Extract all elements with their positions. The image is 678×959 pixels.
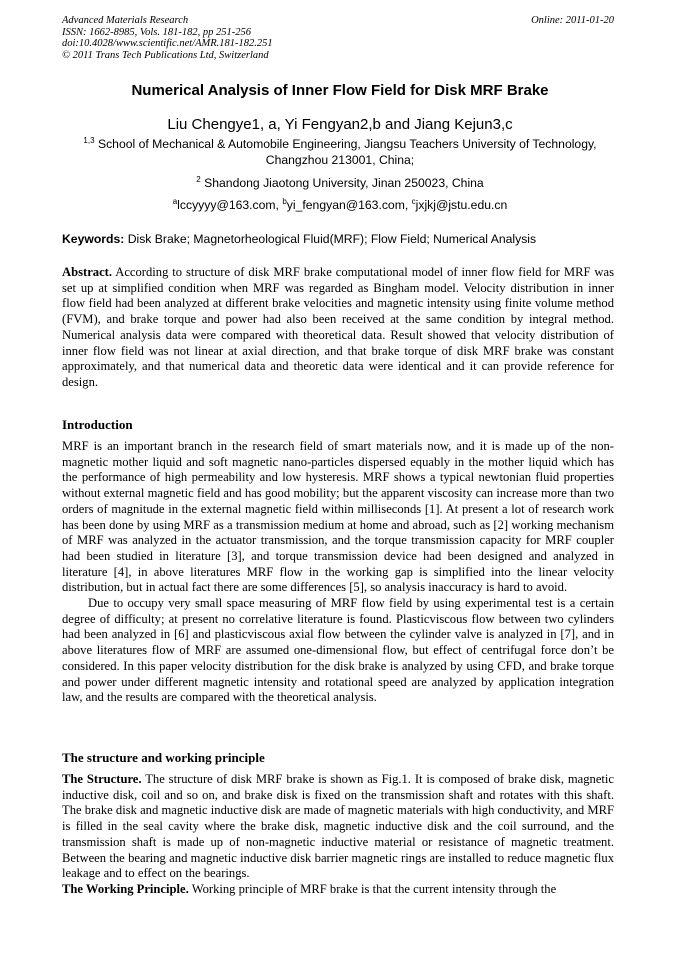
- abstract-label: Abstract.: [62, 265, 113, 279]
- affiliation-1-line2: Changzhou 213001, China;: [265, 153, 415, 167]
- introduction-heading: Introduction: [62, 417, 133, 432]
- introduction-paragraph-1: MRF is an important branch in the research field of smart materials now, and it is made up of the non-magnetic mother liquid and soft magnetic nano-particles dispersed equably in the mother liquid which has the performance of high permeability and low hysteresis. MRF shows a typical newtonian fluid properties without external magnetic field and has good mobility; but the apparent viscosity can increase more than two orders of magnitude in the external magnetic field within milliseconds [1]. At present a lot of research work has been done by using MRF as a transmission medium at home and abroad, such as [2] working mechanism of MRF was analyzed in the actuator transmission, and the torque transmission capacity for MRF coupler had been studied in literature [3], and torque transmission device had been designed and analyzed in literature [4], in above literatures MRF flow in the working gap is simplified into the linear velocity distribution, but in actual fact there are some differences [5], so analysis inaccuracy is hard to avoid.: [62, 439, 614, 595]
- structure-heading: The structure and working principle: [62, 750, 265, 765]
- working-principle-text: Working principle of MRF brake is that the current intensity through the: [188, 881, 557, 896]
- affiliation-2: [62, 175, 618, 191]
- author-emails: [62, 197, 618, 213]
- doi-line[interactable]: doi:10.4028/www.scientific.net/AMR.181-182.251: [62, 38, 273, 49]
- introduction-body: [62, 439, 614, 706]
- paper-title: Numerical Analysis of Inner Flow Field for Disk MRF Brake: [131, 82, 549, 99]
- copyright-line: © 2011 Trans Tech Publications Ltd, Switzerland: [62, 49, 269, 61]
- author-list: Liu Chengye1, a, Yi Fengyan2,b and Jiang Kejun3,c: [167, 116, 513, 133]
- structure-label: The Structure.: [62, 772, 142, 786]
- abstract: [62, 265, 614, 391]
- email-a[interactable]: lccyyyy@163.com,: [177, 198, 283, 212]
- affiliation-2-marker: 2: [196, 175, 201, 184]
- introduction-paragraph-2: Due to occupy very small space measuring of MRF flow field by using experimental test is a certain degree of difficulty; at present no correlative literature is found. Plasticviscous flow between two cylinders had been analyzed in [6] and plasticviscous axial flow between the cylinder valve is analyzed in [7], and in above literatures flow of MRF are assumed one-dimensional flow, but effect of centrifugal force don’t be considered. In this paper velocity distribution for the disk brake is analyzed by using CFD, and brake torque and power under different magnetic intensity and rotational speed are analyzed by application integration law, and the results are compared with the theoretical analysis.: [62, 596, 614, 705]
- structure-text: The structure of disk MRF brake is shown as Fig.1. It is composed of brake disk, magnetic inductive disk, coil and so on, and brake disk is fixed on the transmission shaft and rotates with this shaft. The brake disk and magnetic inductive disk are made of magnetic materials with high conductivity, and MRF is filled in the seal cavity where the brake disk, magnetic inductive disk and the coil surround, and the transmission shaft is made up of non-magnetic inductive material or resistance of magnetic treatment. Between the bearing and magnetic inductive disk barrier magnetic rings are installed to reduce magnetic flux leakage and to effect on the bearings.: [62, 772, 615, 881]
- working-principle-label: The Working Principle.: [62, 881, 189, 896]
- affiliation-1-marker: 1,3: [83, 136, 95, 145]
- email-c-marker: c: [411, 197, 416, 206]
- abstract-text: According to structure of disk MRF brake computational model of inner flow field for MRF was set up at simplified condition when MRF was regarded as Bingham model. Velocity distribution in inner flow field had been analyzed at different brake velocities and magnetic intensity using finite volume method (FVM), and brake torque and power had also been received at the same condition by integral method. Numerical analysis data were compared with theoretical data. Result showed that velocity distribution of inner flow field was not linear at axial direction, and that brake torque of disk MRF brake was constant approximately, and that numerical data and theoretic data were identical and it can provide reference for design.: [62, 265, 614, 389]
- structure-paragraph: [62, 772, 614, 882]
- journal-name: Advanced Materials Research: [62, 15, 189, 26]
- email-c[interactable]: jxjkj@jstu.edu.cn: [415, 198, 508, 212]
- issn-line: ISSN: 1662-8985, Vols. 181-182, pp 251-256: [62, 26, 251, 38]
- affiliation-1-line1: School of Mechanical & Automobile Engineering, Jiangsu Teachers University of Technology,: [97, 137, 597, 151]
- keywords-label: Keywords:: [62, 232, 125, 246]
- email-a-marker: a: [172, 197, 178, 206]
- email-b[interactable]: yi_fengyan@163.com,: [286, 198, 412, 212]
- structure-body: [62, 772, 614, 898]
- affiliation-1: [62, 136, 618, 168]
- working-principle-paragraph: [62, 882, 614, 898]
- journal-header: [62, 15, 614, 61]
- affiliation-2-text: Shandong Jiaotong University, Jinan 250023, China: [204, 176, 484, 190]
- keywords-text: Disk Brake; Magnetorheological Fluid(MRF); Flow Field; Numerical Analysis: [124, 232, 537, 246]
- keywords: [62, 232, 618, 246]
- email-b-marker: b: [282, 197, 287, 206]
- online-date: Online: 2011-01-20: [531, 15, 614, 26]
